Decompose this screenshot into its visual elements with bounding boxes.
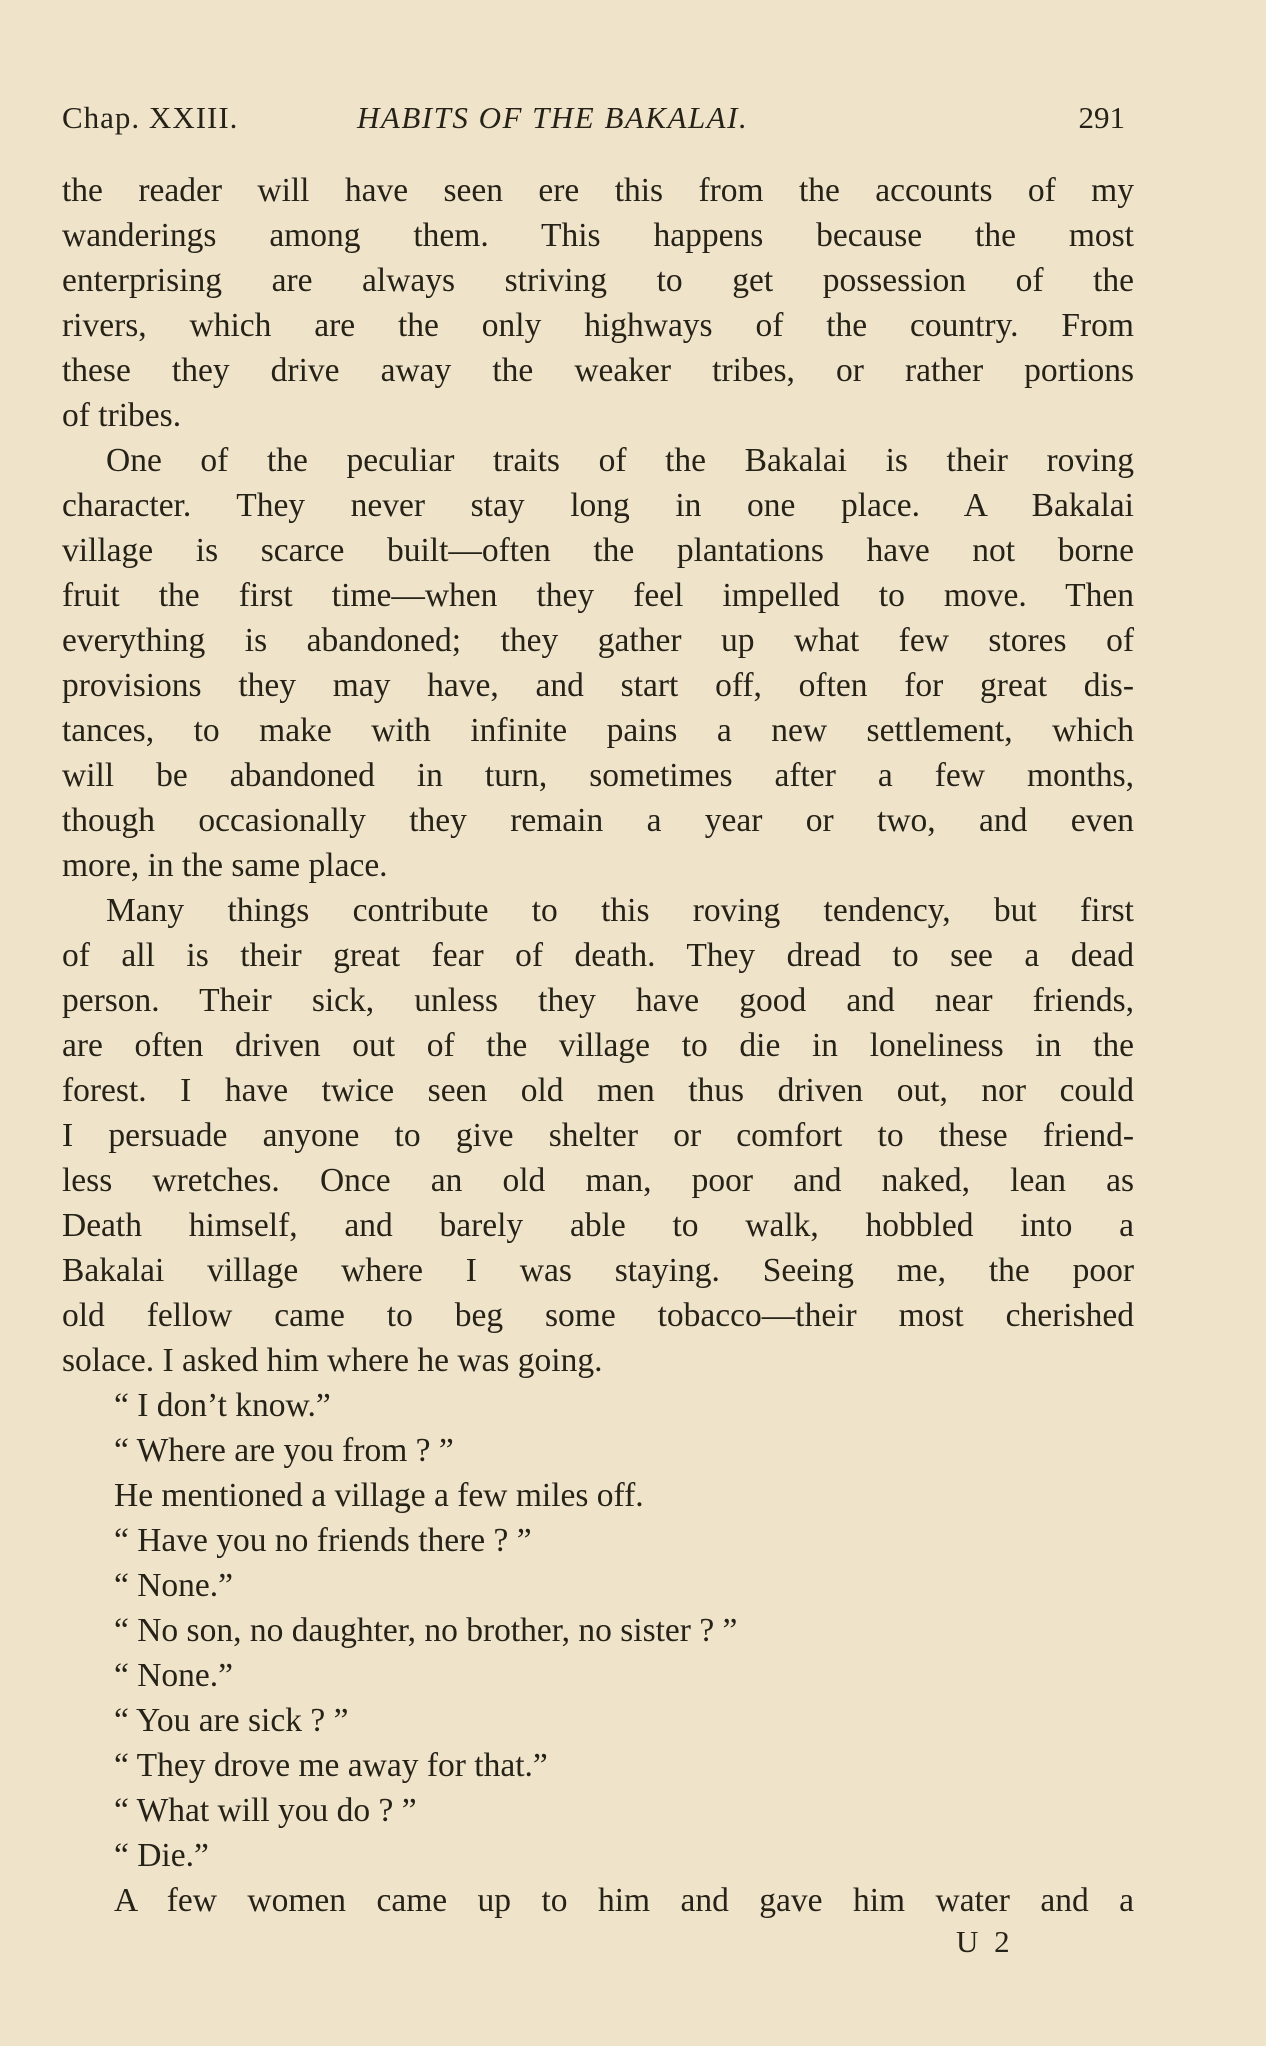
running-header xyxy=(62,100,1125,140)
text-line: “ You are sick ? ” xyxy=(114,1702,349,1739)
text-line: everything is abandoned; they gather up what few stores of xyxy=(62,622,1134,659)
text-line: wanderings among them. This happens because the most xyxy=(62,217,1134,254)
text-line: “ I don’t know.” xyxy=(114,1387,331,1424)
text-line: village is scarce built—often the plantations have not borne xyxy=(62,532,1134,569)
text-line: “ None.” xyxy=(114,1567,234,1604)
text-line: provisions they may have, and start off, often for great dis- xyxy=(62,667,1134,704)
text-line: the reader will have seen ere this from the accounts of my xyxy=(62,172,1134,209)
text-line: forest. I have twice seen old men thus driven out, nor could xyxy=(62,1072,1134,1109)
text-line: of all is their great fear of death. They dread to see a dead xyxy=(62,937,1134,974)
text-line: of tribes. xyxy=(62,397,182,434)
running-title: HABITS OF THE BAKALAI. xyxy=(357,100,749,135)
text-line: “ Have you no friends there ? ” xyxy=(114,1522,532,1559)
text-line: will be abandoned in turn, sometimes after a few months, xyxy=(62,757,1134,794)
text-line: “ They drove me away for that.” xyxy=(114,1747,548,1784)
chapter-label: Chap. XXIII. xyxy=(62,100,239,135)
text-line: Many things contribute to this roving tendency, but first xyxy=(106,892,1134,929)
text-line: are often driven out of the village to die in loneliness in the xyxy=(62,1027,1134,1064)
text-line: I persuade anyone to give shelter or comfort to these friend- xyxy=(62,1117,1134,1154)
text-line: enterprising are always striving to get possession of the xyxy=(62,262,1134,299)
text-line: tances, to make with infinite pains a new settlement, which xyxy=(62,712,1134,749)
text-line: Bakalai village where I was staying. Seeing me, the poor xyxy=(62,1252,1134,1289)
text-line: more, in the same place. xyxy=(62,847,388,884)
text-line: solace. I asked him where he was going. xyxy=(62,1342,603,1379)
text-line: “ No son, no daughter, no brother, no sister ? ” xyxy=(114,1612,738,1649)
text-line: old fellow came to beg some tobacco—their most cherished xyxy=(62,1297,1134,1334)
text-line: less wretches. Once an old man, poor and naked, lean as xyxy=(62,1162,1134,1199)
text-line: “ None.” xyxy=(114,1657,234,1694)
text-line: “ Die.” xyxy=(114,1837,209,1874)
body-text xyxy=(62,168,1134,1923)
text-line: One of the peculiar traits of the Bakalai is their roving xyxy=(106,442,1134,479)
text-line: “ What will you do ? ” xyxy=(114,1792,417,1829)
text-line: though occasionally they remain a year or two, and even xyxy=(62,802,1134,839)
text-line: person. Their sick, unless they have good and near friends, xyxy=(62,982,1134,1019)
text-line: “ Where are you from ? ” xyxy=(114,1432,454,1469)
text-line: these they drive away the weaker tribes, or rather portions xyxy=(62,352,1134,389)
text-line: Death himself, and barely able to walk, hobbled into a xyxy=(62,1207,1134,1244)
text-line: A few women came up to him and gave him water and a xyxy=(114,1882,1134,1919)
text-line: character. They never stay long in one place. A Bakalai xyxy=(62,487,1134,524)
text-line: rivers, which are the only highways of the country. From xyxy=(62,307,1134,344)
signature-mark: U 2 xyxy=(956,1924,1014,1959)
text-line: fruit the first time—when they feel impelled to move. Then xyxy=(62,577,1134,614)
page-number: 291 xyxy=(1078,100,1125,135)
text-line: He mentioned a village a few miles off. xyxy=(114,1477,644,1514)
